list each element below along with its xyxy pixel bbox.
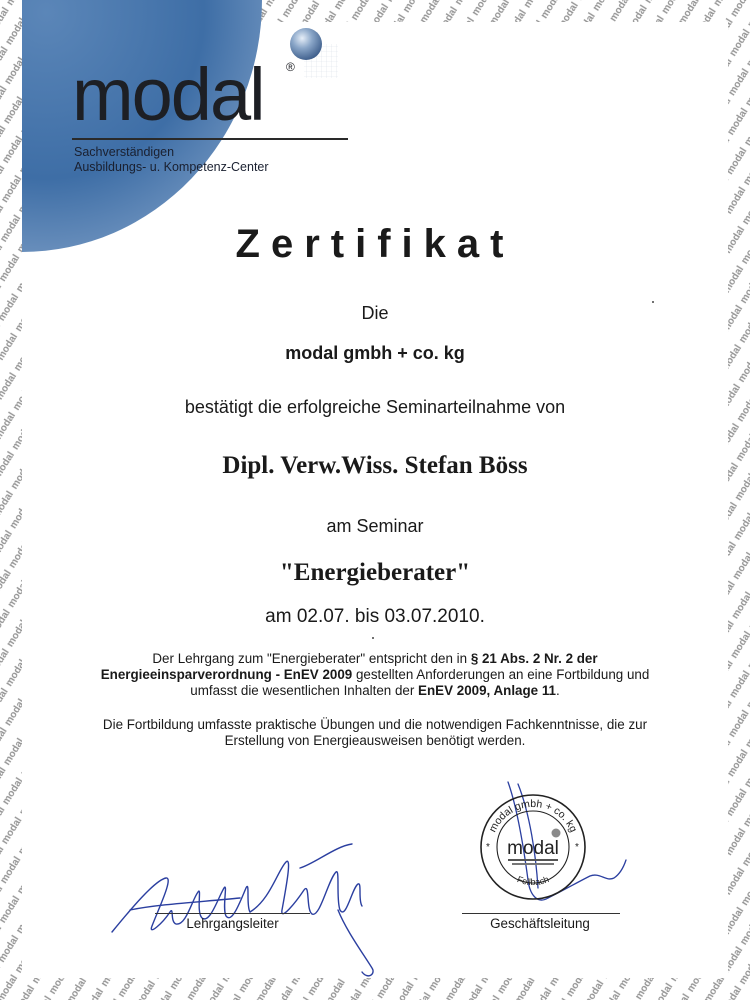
- stamp-sphere-icon: [552, 829, 561, 838]
- instructor-signature: [100, 840, 390, 990]
- speck-mark: [652, 301, 654, 303]
- seminar-dates: am 02.07. bis 03.07.2010.: [265, 606, 485, 627]
- logo-wordmark: modal: [72, 53, 264, 136]
- company-name: modal gmbh + co. kg: [285, 343, 465, 363]
- logo-subtitle-line2: Ausbildungs- u. Kompetenz-Center: [74, 160, 269, 174]
- stamp-fine-print: [508, 859, 558, 861]
- certificate-title: Zertifikat: [235, 222, 515, 266]
- seminar-name: "Energieberater": [279, 559, 471, 586]
- stamp-fine-print: [512, 863, 554, 865]
- participant-name: Dipl. Verw.Wiss. Stefan Böss: [222, 452, 528, 479]
- instructor-signature-line: [155, 913, 310, 914]
- director-label: Geschäftsleitung: [490, 916, 590, 931]
- company-stamp: [478, 792, 588, 902]
- stamp-center-word: modal: [507, 838, 559, 859]
- stamp-star-right-icon: *: [575, 842, 579, 853]
- legal-text-reference: § 21 Abs. 2 Nr. 2 der Energieeinsparverordnung - EnEV 2009: [100, 651, 598, 682]
- stamp-star-left-icon: *: [486, 842, 490, 853]
- stamp-ring-bottom-text: Fellbach: [515, 874, 551, 888]
- logo-registered-mark: ®: [286, 60, 295, 74]
- legal-paragraph: [95, 651, 655, 699]
- director-signature-line: [462, 913, 620, 914]
- logo-subtitle: [74, 145, 269, 175]
- speck-mark: [372, 637, 374, 639]
- svg-text:modal gmbh + co. kg: [487, 798, 580, 834]
- legal-text-part2: gestellten Anforderungen an eine Fortbildung und umfasst die wesentlichen Inhalten der: [190, 667, 650, 698]
- legal-text-part1: Der Lehrgang zum "Energieberater" entspricht den in: [152, 651, 471, 666]
- legal-text-annex: EnEV 2009, Anlage 11: [418, 683, 556, 698]
- seminar-label: am Seminar: [326, 516, 424, 536]
- confirmation-text: bestätigt die erfolgreiche Seminarteilnahme von: [184, 397, 566, 417]
- svg-text:Fellbach: [516, 874, 551, 887]
- logo-subtitle-line1: Sachverständigen: [74, 145, 175, 159]
- intro-text: Die: [361, 303, 389, 323]
- legal-text-part3: .: [556, 683, 560, 698]
- training-paragraph: Die Fortbildung umfasste praktische Übungen und die notwendigen Fachkenntnisse, die zur Erstellung von Energieausweisen benötigt werden.: [102, 717, 648, 748]
- stamp-ring-top-text: modal gmbh + co. kg: [486, 797, 580, 835]
- logo-underline: [72, 138, 348, 140]
- instructor-label: Lehrgangsleiter: [186, 916, 279, 931]
